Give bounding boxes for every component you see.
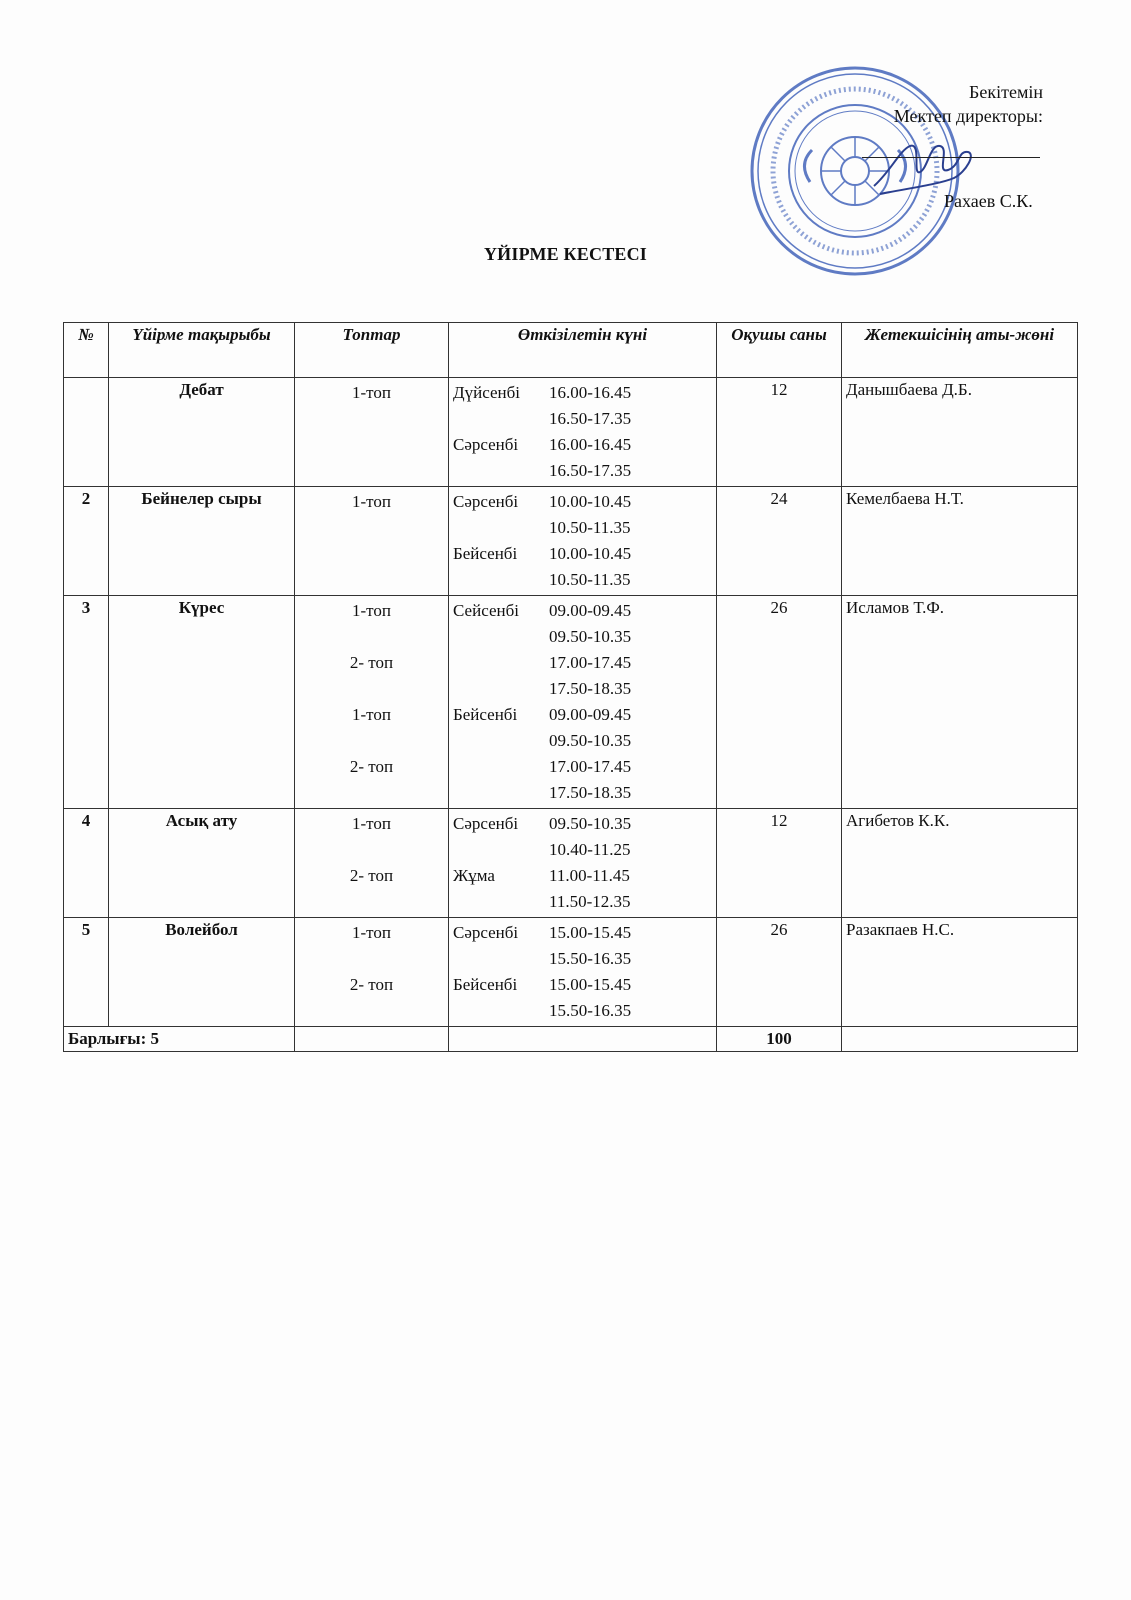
- slot-day: [453, 567, 549, 593]
- groups-cell: [295, 809, 449, 918]
- schedule-cell: [449, 918, 717, 1027]
- total-label: Барлығы: 5: [64, 1027, 295, 1052]
- header-days: Өткізілетін күні: [449, 323, 717, 378]
- slot-day: [453, 889, 549, 915]
- student-count: 26: [717, 918, 842, 1027]
- leader-name: Кемелбаева Н.Т.: [842, 487, 1078, 596]
- schedule-slot: [453, 567, 712, 593]
- schedule-slot: [453, 863, 712, 889]
- slot-time: 15.00-15.45: [549, 975, 632, 994]
- row-number: 5: [64, 918, 109, 1027]
- header-students: Оқушы саны: [717, 323, 842, 378]
- group-label: 1-топ: [352, 814, 391, 833]
- row-number: [64, 378, 109, 487]
- group-label: 1-топ: [352, 492, 391, 511]
- slot-day: [453, 406, 549, 432]
- total-leader-cell: [842, 1027, 1078, 1052]
- leader-name: Агибетов К.К.: [842, 809, 1078, 918]
- slot-time: 10.50-11.35: [549, 570, 631, 589]
- club-topic: Күрес: [109, 596, 295, 809]
- student-count: 24: [717, 487, 842, 596]
- total-groups-cell: [295, 1027, 449, 1052]
- slot-time: 09.00-09.45: [549, 705, 632, 724]
- group-label: 2- топ: [349, 653, 394, 672]
- schedule-slot: [453, 432, 712, 458]
- slot-day: [453, 837, 549, 863]
- table-row: [64, 378, 1078, 487]
- slot-day: [453, 998, 549, 1024]
- total-students: 100: [717, 1027, 842, 1052]
- slot-day: Сәрсенбі: [453, 923, 519, 942]
- student-count: 12: [717, 809, 842, 918]
- group-label: 2- топ: [349, 866, 394, 885]
- table-row: [64, 596, 1078, 809]
- schedule-slot: [453, 920, 712, 946]
- slot-time: 15.50-16.35: [549, 949, 632, 968]
- slot-day: [453, 946, 549, 972]
- schedule-slot: [453, 458, 712, 484]
- schedule-cell: [449, 809, 717, 918]
- schedule-cell: [449, 378, 717, 487]
- group-label: 2- топ: [349, 975, 394, 994]
- schedule-slot: [453, 998, 712, 1024]
- slot-day: Бейсенбі: [453, 975, 518, 994]
- signature-line: [862, 157, 1040, 158]
- slot-time: 09.00-09.45: [549, 601, 632, 620]
- slot-time: 15.00-15.45: [549, 923, 632, 942]
- table-row: [64, 487, 1078, 596]
- slot-day: Сәрсенбі: [453, 492, 519, 511]
- slot-day: [453, 676, 549, 702]
- groups-cell: [295, 378, 449, 487]
- leader-name: Данышбаева Д.Б.: [842, 378, 1078, 487]
- schedule-slot: [453, 946, 712, 972]
- slot-time: 10.00-10.45: [549, 544, 632, 563]
- slot-time: 11.00-11.45: [549, 866, 630, 885]
- club-topic: Волейбол: [109, 918, 295, 1027]
- slot-time: 09.50-10.35: [549, 627, 632, 646]
- schedule-slot: [453, 624, 712, 650]
- slot-day: Бейсенбі: [453, 705, 518, 724]
- student-count: 12: [717, 378, 842, 487]
- slot-time: 09.50-10.35: [549, 731, 632, 750]
- approval-label: Бекітемін: [969, 82, 1043, 102]
- slot-day: Бейсенбі: [453, 544, 518, 563]
- group-label: 1-топ: [352, 705, 391, 724]
- slot-day: Жұма: [453, 866, 495, 885]
- slot-time: 10.40-11.25: [549, 840, 631, 859]
- slot-time: 09.50-10.35: [549, 814, 632, 833]
- schedule-slot: [453, 650, 712, 676]
- slot-day: [453, 515, 549, 541]
- student-count: 26: [717, 596, 842, 809]
- slot-time: 10.00-10.45: [549, 492, 632, 511]
- group-label: 1-топ: [352, 601, 391, 620]
- slot-time: 17.00-17.45: [549, 653, 632, 672]
- header-groups: Топтар: [295, 323, 449, 378]
- slot-day: [453, 458, 549, 484]
- slot-time: 17.00-17.45: [549, 757, 632, 776]
- slot-day: Сәрсенбі: [453, 435, 519, 454]
- leader-name: Исламов Т.Ф.: [842, 596, 1078, 809]
- schedule-slot: [453, 702, 712, 728]
- schedule-slot: [453, 889, 712, 915]
- schedule-slot: [453, 406, 712, 432]
- slot-time: 16.50-17.35: [549, 461, 632, 480]
- groups-cell: [295, 918, 449, 1027]
- slot-time: 16.00-16.45: [549, 435, 632, 454]
- slot-day: [453, 624, 549, 650]
- club-topic: Асық ату: [109, 809, 295, 918]
- schedule-slot: [453, 837, 712, 863]
- approval-position: Мектеп директоры:: [893, 106, 1043, 126]
- schedule-slot: [453, 676, 712, 702]
- schedule-slot: [453, 380, 712, 406]
- schedule-slot: [453, 754, 712, 780]
- slot-time: 17.50-18.35: [549, 783, 632, 802]
- schedule-table: [63, 322, 1078, 1052]
- total-row: [64, 1027, 1078, 1052]
- slot-time: 10.50-11.35: [549, 518, 631, 537]
- page-title: ҮЙІРМЕ КЕСТЕСІ: [483, 244, 648, 264]
- table-header-row: [64, 323, 1078, 378]
- slot-day: Дүйсенбі: [453, 383, 520, 402]
- groups-cell: [295, 487, 449, 596]
- slot-time: 17.50-18.35: [549, 679, 632, 698]
- slot-day: [453, 754, 549, 780]
- row-number: 3: [64, 596, 109, 809]
- header-num: №: [64, 323, 109, 378]
- groups-cell: [295, 596, 449, 809]
- table-row: [64, 918, 1078, 1027]
- table-row: [64, 809, 1078, 918]
- slot-time: 11.50-12.35: [549, 892, 631, 911]
- slot-day: [453, 780, 549, 806]
- club-topic: Бейнелер сыры: [109, 487, 295, 596]
- total-days-cell: [449, 1027, 717, 1052]
- header-leader: Жетекшісінің аты-жөні: [842, 323, 1078, 378]
- schedule-cell: [449, 487, 717, 596]
- slot-time: 16.00-16.45: [549, 383, 632, 402]
- header-topic: Үйірме тақырыбы: [109, 323, 295, 378]
- row-number: 4: [64, 809, 109, 918]
- group-label: 1-топ: [352, 383, 391, 402]
- schedule-slot: [453, 515, 712, 541]
- slot-time: 16.50-17.35: [549, 409, 632, 428]
- schedule-slot: [453, 598, 712, 624]
- approval-block: [894, 80, 1043, 128]
- schedule-slot: [453, 780, 712, 806]
- schedule-slot: [453, 541, 712, 567]
- row-number: 2: [64, 487, 109, 596]
- schedule-slot: [453, 811, 712, 837]
- schedule-slot: [453, 489, 712, 515]
- slot-day: Сейсенбі: [453, 601, 519, 620]
- slot-time: 15.50-16.35: [549, 1001, 632, 1020]
- schedule-cell: [449, 596, 717, 809]
- group-label: 1-топ: [352, 923, 391, 942]
- slot-day: [453, 650, 549, 676]
- schedule-slot: [453, 972, 712, 998]
- director-name: Рахаев С.К.: [944, 191, 1033, 211]
- club-topic: Дебат: [109, 378, 295, 487]
- schedule-slot: [453, 728, 712, 754]
- group-label: 2- топ: [349, 757, 394, 776]
- slot-day: Сәрсенбі: [453, 814, 519, 833]
- slot-day: [453, 728, 549, 754]
- leader-name: Разакпаев Н.С.: [842, 918, 1078, 1027]
